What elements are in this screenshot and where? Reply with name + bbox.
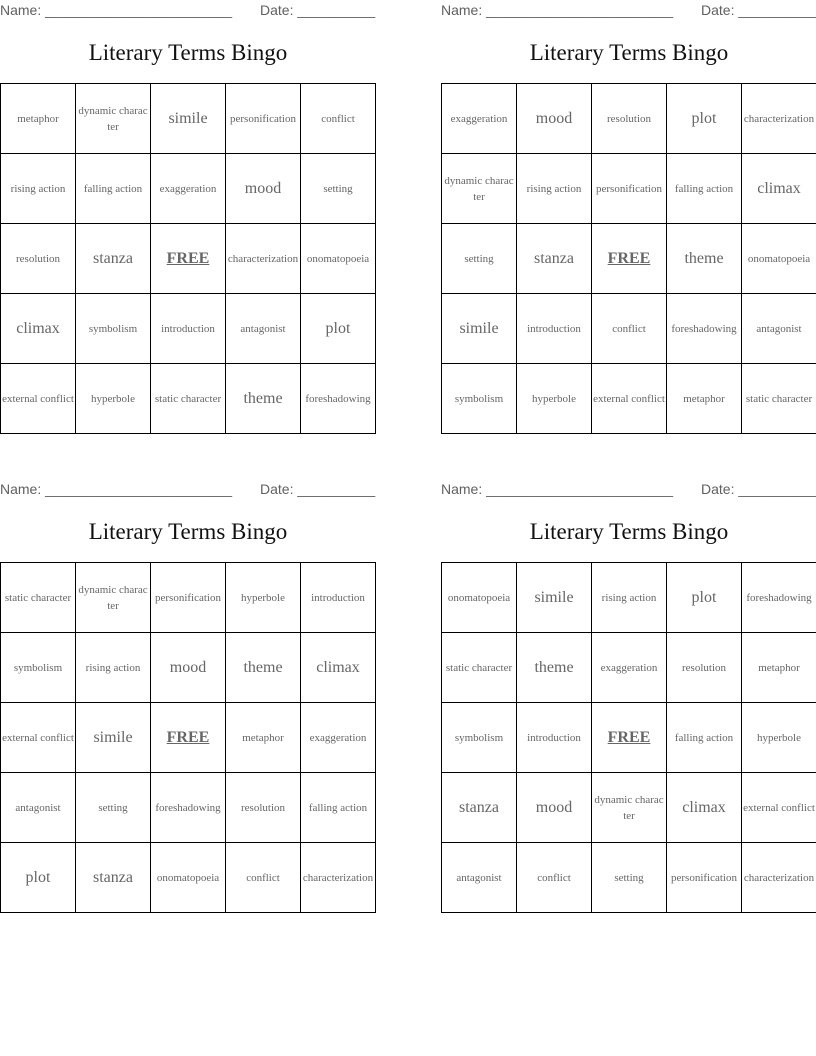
bingo-cell: onomatopoeia: [301, 224, 376, 294]
bingo-row: [442, 843, 816, 913]
bingo-cell: exaggeration: [592, 633, 667, 703]
bingo-cell: setting: [301, 154, 376, 224]
bingo-row: [442, 633, 816, 703]
bingo-card-2: [441, 0, 816, 436]
bingo-cell: hyperbole: [517, 364, 592, 434]
bingo-cell: climax: [301, 633, 376, 703]
bingo-cell: dynamic character: [76, 563, 151, 633]
bingo-cell: metaphor: [1, 84, 76, 154]
bingo-cell: mood: [517, 84, 592, 154]
bingo-row: [1, 154, 376, 224]
free-space-cell: FREE: [151, 224, 226, 294]
bingo-cell: plot: [301, 294, 376, 364]
bingo-cell: stanza: [76, 224, 151, 294]
bingo-row: [1, 843, 376, 913]
bingo-cell: climax: [742, 154, 816, 224]
bingo-cell: falling action: [76, 154, 151, 224]
bingo-grid: [0, 562, 376, 913]
bingo-cell: conflict: [517, 843, 592, 913]
bingo-cell: metaphor: [667, 364, 742, 434]
bingo-cell: stanza: [517, 224, 592, 294]
bingo-cell: antagonist: [442, 843, 517, 913]
bingo-cell: static character: [1, 563, 76, 633]
bingo-row: [442, 773, 816, 843]
bingo-cell: introduction: [517, 703, 592, 773]
bingo-cell: foreshadowing: [301, 364, 376, 434]
card-title: Literary Terms Bingo: [88, 40, 288, 65]
bingo-cell: onomatopoeia: [151, 843, 226, 913]
bingo-cell: rising action: [76, 633, 151, 703]
bingo-row: [1, 294, 376, 364]
bingo-row: [442, 364, 816, 434]
bingo-cell: plot: [1, 843, 76, 913]
bingo-cell: personification: [151, 563, 226, 633]
card-header: [0, 479, 376, 501]
free-space-cell: FREE: [592, 224, 667, 294]
bingo-cell: rising action: [517, 154, 592, 224]
bingo-row: [1, 224, 376, 294]
bingo-cell: theme: [226, 633, 301, 703]
date-line: Date: __________: [260, 481, 376, 497]
bingo-cell: plot: [667, 84, 742, 154]
bingo-cell: onomatopoeia: [742, 224, 816, 294]
free-space-cell: FREE: [151, 703, 226, 773]
date-line: Date: __________: [260, 2, 376, 18]
bingo-cell: symbolism: [1, 633, 76, 703]
bingo-cell: falling action: [667, 154, 742, 224]
card-header: [0, 0, 376, 22]
bingo-cell: resolution: [667, 633, 742, 703]
bingo-grid: [0, 83, 376, 434]
name-line: Name: ________________________: [441, 481, 673, 497]
bingo-cell: personification: [667, 843, 742, 913]
bingo-cell: external conflict: [592, 364, 667, 434]
bingo-cell: hyperbole: [226, 563, 301, 633]
bingo-cell: stanza: [76, 843, 151, 913]
bingo-cell: falling action: [301, 773, 376, 843]
bingo-cell: external conflict: [1, 703, 76, 773]
bingo-cell: simile: [517, 563, 592, 633]
bingo-cell: conflict: [592, 294, 667, 364]
bingo-cell: foreshadowing: [742, 563, 816, 633]
bingo-cell: setting: [442, 224, 517, 294]
bingo-row: [1, 364, 376, 434]
bingo-cell: simile: [442, 294, 517, 364]
card-title: Literary Terms Bingo: [88, 519, 288, 544]
bingo-card-4: [441, 479, 816, 915]
bingo-cell: plot: [667, 563, 742, 633]
card-header: [441, 479, 816, 501]
name-line: Name: ________________________: [441, 2, 673, 18]
bingo-grid: [441, 83, 816, 434]
bingo-cell: setting: [592, 843, 667, 913]
name-line: Name: ________________________: [0, 2, 232, 18]
bingo-cell: climax: [667, 773, 742, 843]
bingo-cell: falling action: [667, 703, 742, 773]
bingo-row: [442, 563, 816, 633]
bingo-cell: personification: [226, 84, 301, 154]
bingo-row: [1, 703, 376, 773]
bingo-cell: symbolism: [442, 364, 517, 434]
bingo-cell: external conflict: [1, 364, 76, 434]
bingo-card-3: [0, 479, 376, 915]
bingo-cell: resolution: [1, 224, 76, 294]
bingo-card-1: [0, 0, 376, 436]
bingo-row: [442, 154, 816, 224]
bingo-cell: static character: [742, 364, 816, 434]
bingo-cell: theme: [667, 224, 742, 294]
bingo-cell: static character: [442, 633, 517, 703]
bingo-cell: characterization: [742, 84, 816, 154]
bingo-cell: foreshadowing: [667, 294, 742, 364]
bingo-row: [1, 773, 376, 843]
bingo-cell: introduction: [517, 294, 592, 364]
bingo-cell: mood: [226, 154, 301, 224]
bingo-cell: hyperbole: [76, 364, 151, 434]
bingo-cell: stanza: [442, 773, 517, 843]
bingo-cell: simile: [151, 84, 226, 154]
bingo-cell: mood: [151, 633, 226, 703]
bingo-cell: characterization: [226, 224, 301, 294]
bingo-cell: dynamic character: [76, 84, 151, 154]
bingo-cell: exaggeration: [442, 84, 517, 154]
bingo-cell: setting: [76, 773, 151, 843]
bingo-cell: characterization: [301, 843, 376, 913]
bingo-cell: antagonist: [1, 773, 76, 843]
bingo-cell: resolution: [226, 773, 301, 843]
bingo-row: [442, 703, 816, 773]
bingo-cell: conflict: [301, 84, 376, 154]
bingo-cell: introduction: [151, 294, 226, 364]
bingo-cell: climax: [1, 294, 76, 364]
bingo-cell: metaphor: [742, 633, 816, 703]
bingo-cell: rising action: [1, 154, 76, 224]
bingo-cell: introduction: [301, 563, 376, 633]
bingo-row: [1, 563, 376, 633]
bingo-cell: onomatopoeia: [442, 563, 517, 633]
bingo-grid: [441, 562, 816, 913]
bingo-row: [442, 224, 816, 294]
bingo-cell: simile: [76, 703, 151, 773]
card-title: Literary Terms Bingo: [529, 40, 729, 65]
bingo-cell: conflict: [226, 843, 301, 913]
bingo-row: [442, 84, 816, 154]
bingo-row: [1, 84, 376, 154]
bingo-cell: resolution: [592, 84, 667, 154]
bingo-cell: antagonist: [226, 294, 301, 364]
bingo-row: [1, 633, 376, 703]
bingo-cell: symbolism: [442, 703, 517, 773]
bingo-cell: mood: [517, 773, 592, 843]
bingo-cell: personification: [592, 154, 667, 224]
bingo-cell: external conflict: [742, 773, 816, 843]
bingo-cell: symbolism: [76, 294, 151, 364]
bingo-row: [442, 294, 816, 364]
bingo-cell: metaphor: [226, 703, 301, 773]
bingo-cell: antagonist: [742, 294, 816, 364]
card-header: [441, 0, 816, 22]
free-space-cell: FREE: [592, 703, 667, 773]
bingo-cell: dynamic character: [592, 773, 667, 843]
bingo-cell: characterization: [742, 843, 816, 913]
bingo-cell: dynamic character: [442, 154, 517, 224]
bingo-cell: static character: [151, 364, 226, 434]
bingo-cell: foreshadowing: [151, 773, 226, 843]
bingo-cell: exaggeration: [301, 703, 376, 773]
bingo-cell: theme: [226, 364, 301, 434]
date-line: Date: __________: [701, 2, 816, 18]
bingo-cell: rising action: [592, 563, 667, 633]
bingo-cell: theme: [517, 633, 592, 703]
bingo-cell: hyperbole: [742, 703, 816, 773]
bingo-cell: exaggeration: [151, 154, 226, 224]
name-line: Name: ________________________: [0, 481, 232, 497]
card-title: Literary Terms Bingo: [529, 519, 729, 544]
date-line: Date: __________: [701, 481, 816, 497]
